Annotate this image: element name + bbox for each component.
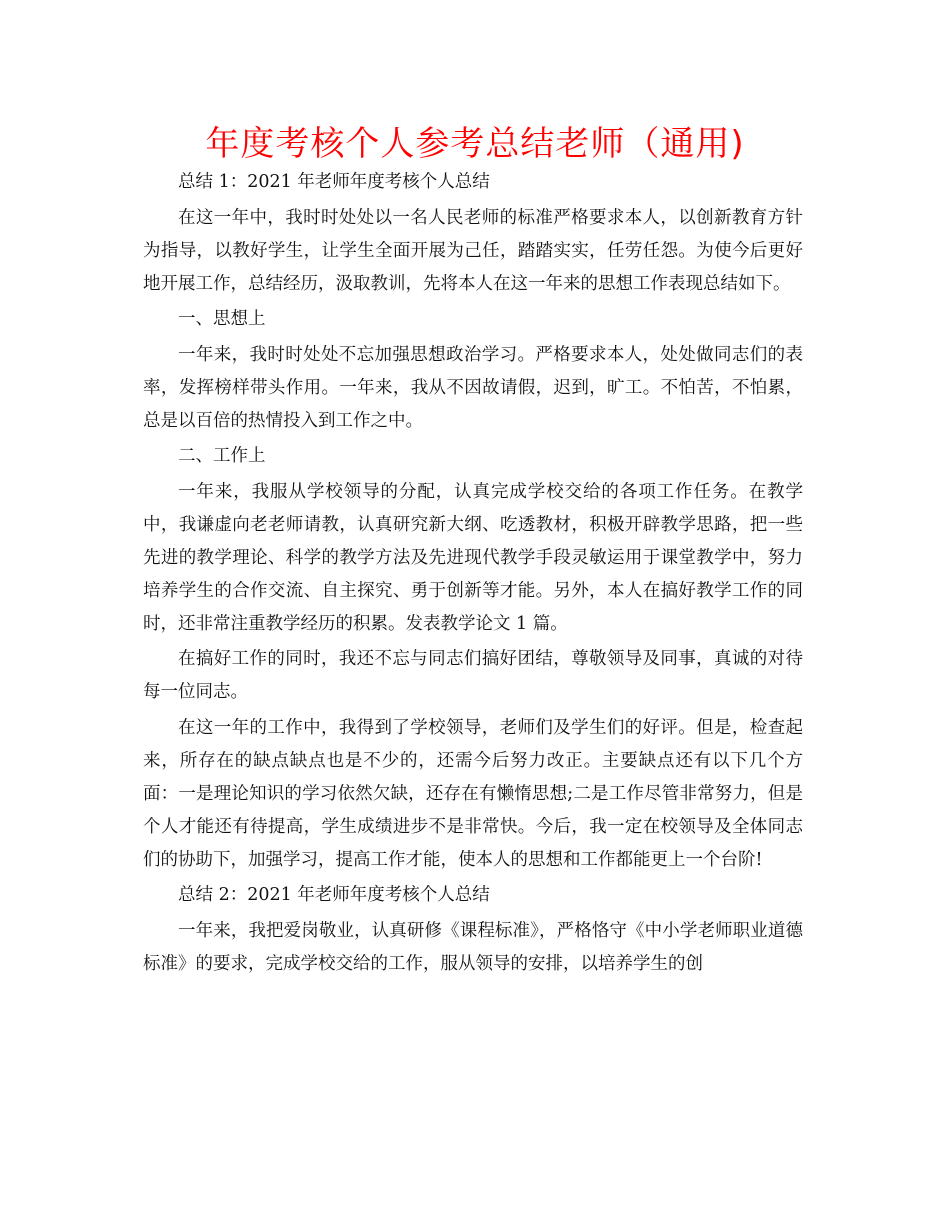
- paragraph-unity: 在搞好工作的同时，我还不忘与同志们搞好团结，尊敬领导及同事，真诚的对待每一位同志。: [143, 649, 803, 702]
- section-heading-thought: 一、思想上: [178, 309, 266, 329]
- paragraph-thought: 一年来，我时时处处不忘加强思想政治学习。严格要求本人，处处做同志们的表率，发挥榜样带头作用。一年来，我从不因故请假，迟到，旷工。不怕苦，不怕累，总是以百倍的热情投入到工作之中。: [143, 344, 803, 431]
- section-heading-work: 二、工作上: [178, 446, 266, 466]
- document-title: 年度考核个人参考总结老师（通用): [205, 124, 745, 164]
- paragraph-intro: 在这一年中，我时时处处以一名人民老师的标准严格要求本人，以创新教育方针为指导，以教好学生，让学生全面开展为己任，踏踏实实，任劳任怨。为使今后更好地开展工作，总结经历，汲取教训，先将本人在这一年来的思想工作表现总结如下。: [143, 207, 803, 294]
- document-body: [143, 166, 803, 983]
- paragraph-summary-2: 一年来，我把爱岗敬业，认真研修《课程标准》，严格恪守《中小学老师职业道德标准》的要求，完成学校交给的工作，服从领导的安排，以培养学生的创: [143, 920, 803, 974]
- paragraph-work: 一年来，我服从学校领导的分配，认真完成学校交给的各项工作任务。在教学中，我谦虚向老老师请教，认真研究新大纲、吃透教材，积极开辟教学思路，把一些先进的教学理论、科学的教学方法及先进现代教学手段灵敏运用于课堂教学中，努力培养学生的合作交流、自主探究、勇于创新等才能。另外，本人在搞好教学工作的同时，还非常注重教学经历的积累。发表教学论文 1 篇。: [143, 481, 803, 634]
- section-heading-summary-1: 总结 1：2021 年老师年度考核个人总结: [178, 172, 490, 192]
- paragraph-review: 在这一年的工作中，我得到了学校领导，老师们及学生们的好评。但是，检查起来，所存在的缺点缺点也是不少的，还需今后努力改正。主要缺点还有以下几个方面：一是理论知识的学习依然欠缺，还存在有懒惰思想;二是工作尽管非常努力，但是个人才能还有待提高，学生成绩进步不是非常快。今后，我一定在校领导及全体同志们的协助下，加强学习，提高工作才能，使本人的思想和工作都能更上一个台阶!: [143, 717, 803, 870]
- section-heading-summary-2: 总结 2：2021 年老师年度考核个人总结: [178, 885, 490, 905]
